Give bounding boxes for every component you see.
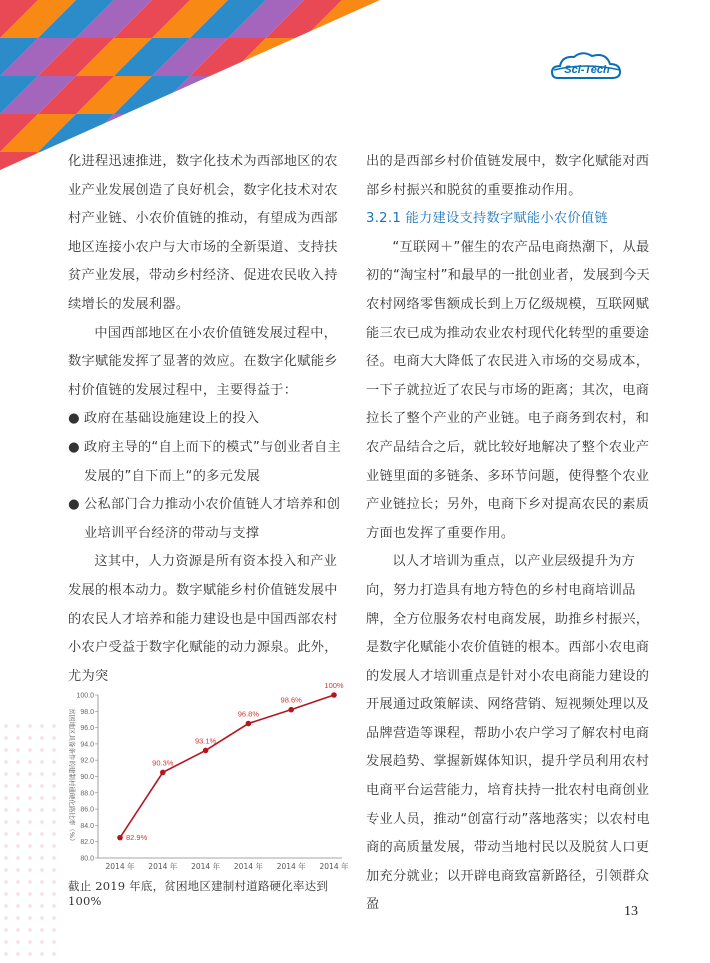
data-point <box>203 748 209 754</box>
decor-dot <box>4 844 8 848</box>
paragraph: 这其中，人力资源是所有资本投入和产业发展的根本动力。数字赋能乡村价值链发展中的农民人才培养和能力建设也是中国西部农村小农户受益于数字化赋能的动力源泉。此外，尤为突 <box>68 554 338 684</box>
decor-dot <box>52 904 56 908</box>
bullet-item <box>68 405 350 434</box>
decor-dot <box>28 904 32 908</box>
decor-dot <box>52 928 56 932</box>
page-number: 13 <box>624 904 638 919</box>
decor-dot <box>16 844 20 848</box>
decor-dot <box>52 868 56 872</box>
decor-dot <box>16 820 20 824</box>
y-tick-label: 82.0 <box>80 839 94 847</box>
decor-dot <box>28 820 32 824</box>
decor-dot <box>28 724 32 728</box>
decor-dot <box>28 748 32 752</box>
data-point <box>246 721 252 727</box>
decor-dot <box>16 928 20 932</box>
decor-dot <box>16 904 20 908</box>
decor-dot <box>40 832 44 836</box>
decor-dot <box>40 760 44 764</box>
x-tick-label: 2014 年 <box>105 862 135 871</box>
decor-dot <box>28 808 32 812</box>
decor-dot <box>16 760 20 764</box>
decor-dot <box>28 928 32 932</box>
paragraph: 中国西部地区在小农价值链发展过程中，数字赋能发挥了显著的效应。在数字化赋能乡村价值链的发展过程中，主要得益于： <box>68 325 338 398</box>
decor-dot <box>4 772 8 776</box>
x-tick-label: 2014 年 <box>276 862 306 871</box>
data-label: 90.3% <box>152 758 174 768</box>
decor-dot <box>28 916 32 920</box>
decor-dot <box>28 856 32 860</box>
decorative-dot-pattern <box>0 720 60 960</box>
bullet-icon: ● <box>68 411 80 427</box>
right-column <box>366 148 652 920</box>
y-tick-label: 92.0 <box>80 757 94 765</box>
data-point <box>117 835 123 841</box>
decor-dot <box>52 796 56 800</box>
decor-dot <box>40 928 44 932</box>
data-point <box>288 707 294 713</box>
x-tick-label: 2014 年 <box>191 862 221 871</box>
decor-dot <box>52 832 56 836</box>
decor-dot <box>16 940 20 944</box>
data-label: 93.1% <box>194 736 217 746</box>
decor-dot <box>28 952 32 956</box>
decor-dot <box>52 820 56 824</box>
road-hardening-line-chart <box>62 680 352 878</box>
decor-dot <box>4 832 8 836</box>
decor-dot <box>52 940 56 944</box>
decor-dot <box>4 748 8 752</box>
bullet-icon: ● <box>68 439 80 455</box>
bullet-item <box>68 434 350 491</box>
decor-dot <box>28 832 32 836</box>
decor-dot <box>16 952 20 956</box>
decor-dot <box>16 796 20 800</box>
decor-dot <box>28 880 32 884</box>
decor-dot <box>28 736 32 740</box>
decor-dot <box>4 904 8 908</box>
decor-dot <box>40 808 44 812</box>
decor-dot <box>28 760 32 764</box>
y-tick-label: 84.0 <box>80 822 94 830</box>
decor-dot <box>40 748 44 752</box>
decor-dot <box>40 916 44 920</box>
decor-dot <box>40 856 44 860</box>
left-column <box>68 148 350 691</box>
decor-dot <box>16 856 20 860</box>
paragraph: 化进程迅速推进，数字化技术为西部地区的农业产业发展创造了良好机会，数字化技术对农村产业链、小农价值链的推动，有望成为西部地区连接小农户与大市场的全新渠道、支持扶贫产业发展，带动乡村经济、促进农民收入持续增长的发展利器。 <box>68 154 338 312</box>
decor-dot <box>52 736 56 740</box>
decor-dot <box>4 736 8 740</box>
decorative-triangle-pattern <box>0 0 380 170</box>
decor-dot <box>40 784 44 788</box>
data-label: 82.9% <box>126 833 148 843</box>
decor-dot <box>52 952 56 956</box>
decor-dot <box>4 796 8 800</box>
decor-dot <box>16 772 20 776</box>
decor-dot <box>52 916 56 920</box>
decor-dot <box>40 772 44 776</box>
decor-dot <box>4 868 8 872</box>
decor-dot <box>40 904 44 908</box>
decor-dot <box>4 892 8 896</box>
decor-dot <box>40 724 44 728</box>
decor-dot <box>4 880 8 884</box>
decor-dot <box>40 844 44 848</box>
bullet-text: 公私部门合力推动小农价值链人才培养和创业培训平台经济的带动与支撑 <box>84 497 341 541</box>
data-point <box>160 770 166 776</box>
y-tick-label: 96.0 <box>80 725 94 733</box>
decor-dot <box>40 892 44 896</box>
decor-dot <box>40 940 44 944</box>
bullet-text: 政府在基础设施建设上的投入 <box>84 411 260 427</box>
y-tick-label: 100.0 <box>76 692 94 700</box>
decor-dot <box>40 820 44 824</box>
decor-dot <box>16 724 20 728</box>
y-tick-label: 90.0 <box>80 774 94 781</box>
decor-dot <box>52 844 56 848</box>
decor-dot <box>16 736 20 740</box>
decor-dot <box>52 724 56 728</box>
decor-dot <box>28 796 32 800</box>
x-tick-label: 2014 年 <box>319 862 349 871</box>
y-tick-label: 94.0 <box>80 741 94 749</box>
decor-dot <box>4 928 8 932</box>
decor-dot <box>52 808 56 812</box>
decor-dot <box>28 940 32 944</box>
decor-dot <box>40 796 44 800</box>
bullet-text: 政府主导的“自上而下的模式”与创业者自主发展的”自下而上“的多元发展 <box>84 439 342 484</box>
decor-dot <box>4 820 8 824</box>
decor-dot <box>16 868 20 872</box>
decor-dot <box>52 760 56 764</box>
section-heading: 3.2.1 能力建设支持数字赋能小农价值链 <box>366 211 608 227</box>
decor-dot <box>28 772 32 776</box>
decor-dot <box>4 784 8 788</box>
x-tick-label: 2014 年 <box>148 862 178 871</box>
decor-dot <box>28 844 32 848</box>
y-tick-label: 88.0 <box>80 790 94 798</box>
decor-dot <box>52 856 56 860</box>
decor-dot <box>16 808 20 812</box>
decor-dot <box>16 784 20 788</box>
decor-dot <box>4 808 8 812</box>
bullet-item <box>68 491 350 548</box>
data-label: 96.8% <box>237 709 260 719</box>
decor-dot <box>16 892 20 896</box>
decor-dot <box>52 892 56 896</box>
decor-dot <box>4 916 8 920</box>
decor-dot <box>4 940 8 944</box>
decor-dot <box>4 856 8 860</box>
decor-dot <box>40 868 44 872</box>
x-tick-label: 2014 年 <box>233 862 263 871</box>
paragraph: “互联网＋”催生的农产品电商热潮下，从最初的“淘宝村”和最早的一批创业者，发展到今天农村网络零售额成长到上万亿级规模，互联网赋能三农已成为推动农业农村现代化转型的重要途径。电商大大降低了农民进入市场的交易成本，一下子就拉近了农民与市场的距离；其次，电商拉长了整个产业的产业链。电子商务到农村，和农产品结合之后，就比较好地解决了整个农业产业链里面的多链条、多环节问题，使得整个农业产业链拉长；另外，电商下乡对提高农民的素质方面也发挥了重要作用。 <box>366 239 651 541</box>
decor-dot <box>52 784 56 788</box>
y-axis-label: 贫困地区具备条件的建制村通硬化路比率（%） <box>68 708 76 845</box>
decor-dot <box>52 748 56 752</box>
decor-dot <box>28 892 32 896</box>
paragraph: 出的是西部乡村价值链发展中，数字化赋能对西部乡村振兴和脱贫的重要推动作用。 <box>366 154 650 198</box>
y-tick-label: 80.0 <box>80 855 94 863</box>
chart-caption: 截止 2019 年底，贫困地区建制村道路硬化率达到 100% <box>68 879 329 908</box>
decor-dot <box>40 880 44 884</box>
decor-dot <box>40 736 44 740</box>
decor-dot <box>40 952 44 956</box>
bullet-icon: ● <box>68 497 80 513</box>
data-label: 100% <box>324 681 344 690</box>
decor-dot <box>16 748 20 752</box>
decor-dot <box>16 880 20 884</box>
data-point <box>331 692 337 698</box>
data-label: 98.6% <box>280 695 302 705</box>
decor-dot <box>4 952 8 956</box>
decor-dot <box>16 832 20 836</box>
y-tick-label: 98.0 <box>80 708 94 716</box>
decor-dot <box>28 784 32 788</box>
decor-dot <box>28 868 32 872</box>
decor-dot <box>16 916 20 920</box>
decor-dot <box>4 724 8 728</box>
decor-dot <box>4 760 8 764</box>
decor-dot <box>52 772 56 776</box>
y-tick-label: 86.0 <box>80 806 94 814</box>
decor-dot <box>52 880 56 884</box>
paragraph: 以人才培训为重点，以产业层级提升为方向，努力打造具有地方特色的乡村电商培训品牌，全方位服务农村电商发展，助推乡村振兴，是数字化赋能小农价值链的根本。西部小农电商的发展人才培训重点是针对小农电商能力建设的开展通过政策解读、网络营销、短视频处理以及品牌营造等课程，帮助小农户学习了解农村电商发展趋势、掌握新媒体知识，提升学员利用农村电商平台运营能力，培育扶持一批农村电商创业专业人员，推动“创富行动”落地落实；以农村电商的高质量发展，带动当地村民以及脱贫人口更加充分就业；以开辟电商致富新路径，引领群众盈 <box>366 554 651 913</box>
logo-text: Sci-Tech <box>564 64 610 76</box>
